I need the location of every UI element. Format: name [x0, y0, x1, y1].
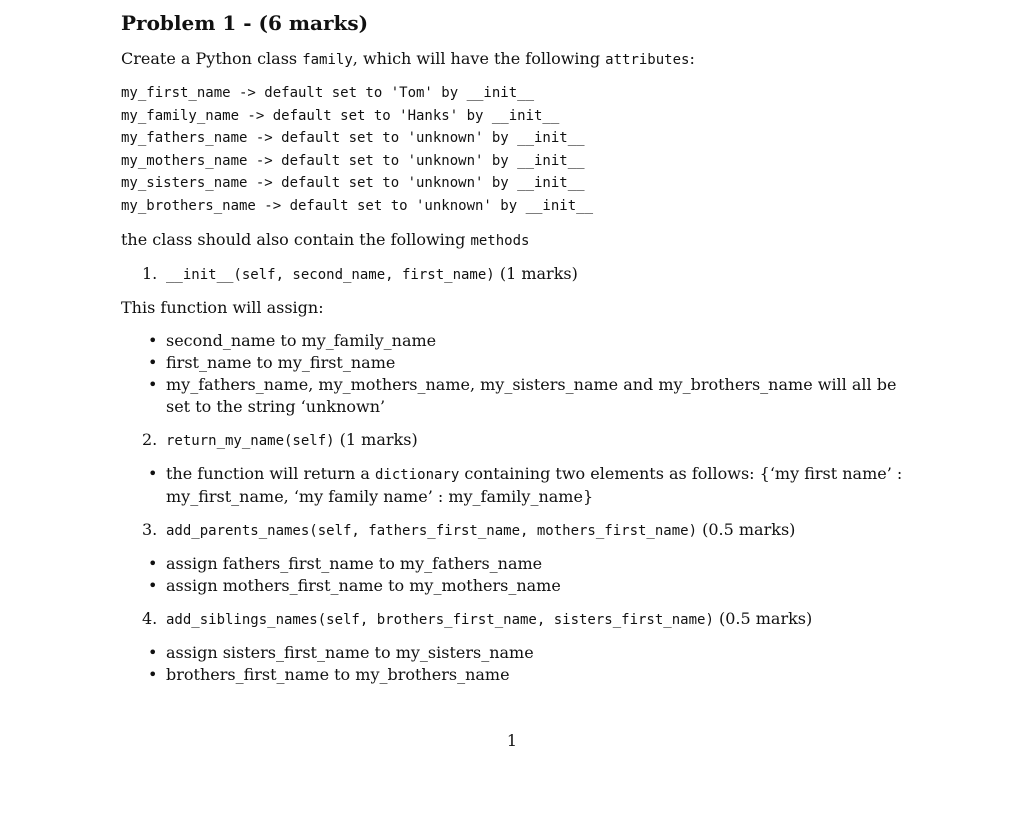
intro-prefix: Create a Python class — [121, 49, 303, 68]
list-item: • my_fathers_name, my_mothers_name, my_sisters_name and my_brothers_name will all be set to the string ‘unknown’ — [148, 374, 897, 416]
attribute-line: my_first_name -> default set to 'Tom' by __init__ — [121, 85, 535, 101]
list-item: • second_name to my_family_name — [148, 330, 437, 350]
page-content — [121, 10, 911, 686]
attributes-word: attributes — [605, 52, 690, 68]
intro-middle: , which will have the following — [352, 49, 606, 68]
list-item: • first_name to my_first_name — [148, 352, 396, 372]
method-marks: (1 marks) — [499, 263, 578, 283]
method-item-3 — [121, 519, 911, 542]
method-marks: (0.5 marks) — [718, 608, 813, 628]
method-signature: add_siblings_names(self, brothers_first_name, sisters_first_name) — [166, 611, 714, 628]
method-marks: (1 marks) — [339, 429, 418, 449]
method-1-description: This function will assign: — [121, 297, 324, 317]
method-item-1 — [121, 263, 911, 286]
list-item: • the function will return a dictionary containing two elements as follows: {‘my first name’ : my_first_name, ‘my family name’ : my_family_name} — [148, 463, 903, 506]
method-4-bullets — [121, 642, 911, 686]
methods-intro-prefix: the class should also contain the following — [121, 229, 471, 249]
methods-word: methods — [470, 232, 530, 249]
list-item: • assign mothers_first_name to my_mothers_name — [148, 575, 561, 595]
method-number: 1. — [142, 263, 158, 283]
attribute-line: my_sisters_name -> default set to 'unknown' by __init__ — [121, 175, 585, 192]
method-signature: return_my_name(self) — [166, 432, 335, 449]
attribute-line: my_brothers_name -> default set to 'unknown' by __init__ — [121, 197, 594, 214]
method-item-4 — [121, 608, 911, 631]
method-item-2 — [121, 429, 911, 452]
attribute-code-block — [121, 82, 911, 218]
intro-suffix: : — [689, 49, 695, 68]
list-item: • assign sisters_first_name to my_sisters_name — [148, 642, 534, 662]
method-3-bullets — [121, 553, 911, 597]
dictionary-word: dictionary — [375, 466, 460, 483]
list-item: • brothers_first_name to my_brothers_name — [148, 664, 510, 684]
method-2-bullets — [121, 463, 911, 508]
methods-intro — [121, 229, 911, 252]
method-signature: add_parents_names(self, fathers_first_name, mothers_first_name) — [166, 522, 698, 539]
attribute-line: my_mothers_name -> default set to 'unknown' by __init__ — [121, 152, 585, 169]
method-number: 4. — [142, 608, 158, 628]
class-name: family — [302, 52, 353, 68]
method-number: 2. — [142, 429, 158, 449]
method-number: 3. — [142, 519, 158, 539]
attribute-line: my_fathers_name -> default set to 'unknown' by __init__ — [121, 130, 585, 147]
problem-title: Problem 1 - (6 marks) — [121, 11, 369, 35]
method-marks: (0.5 marks) — [702, 519, 796, 539]
attribute-line: my_family_name -> default set to 'Hanks' by __init__ — [121, 107, 560, 124]
intro-paragraph — [121, 48, 911, 71]
method-1-bullets — [121, 330, 911, 418]
page-number: 1 — [506, 731, 518, 750]
list-item: • assign fathers_first_name to my_fathers_name — [148, 553, 543, 573]
method-signature: __init__(self, second_name, first_name) — [166, 266, 495, 283]
